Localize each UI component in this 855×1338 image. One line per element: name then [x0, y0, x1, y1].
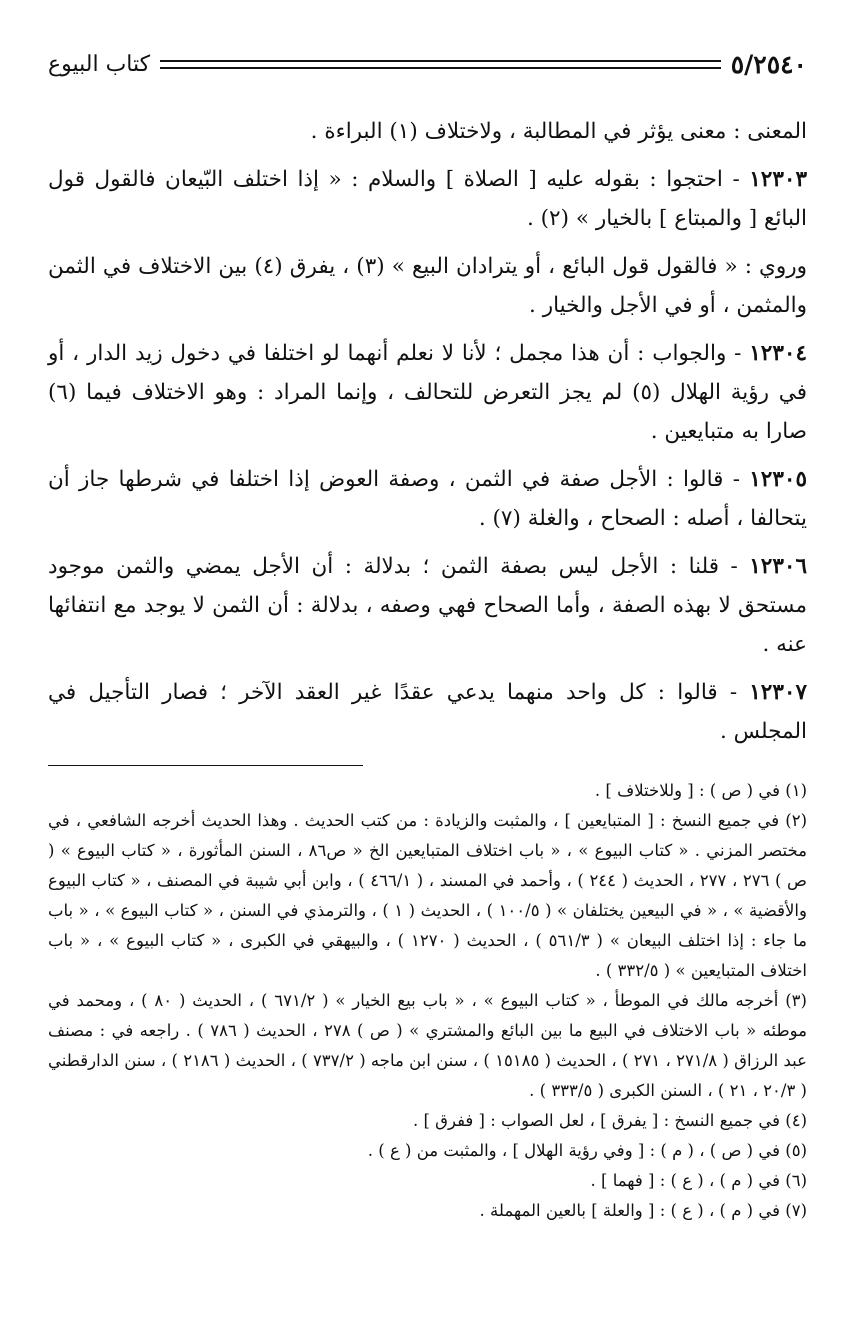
paragraph-number: ١٢٣٠٦ [749, 554, 807, 579]
paragraph-number: ١٢٣٠٥ [749, 467, 807, 492]
footnote: (٥) في ( ص ) ، ( م ) : [ وفي رؤية الهلال ] ، والمثبت من ( ع ) . [367, 1141, 807, 1160]
footnote: (٢) في جميع النسخ : [ المتبايعين ] ، والمثبت والزيادة : من كتب الحديث . وهذا الحديث أخرجه الشافعي ، في مختصر المزني . « كتاب البيوع » ، « باب اختلاف المتبايعين الخ « ص٨٦ ، السنن المأثورة ، « كتاب البيوع » ( ص ) ٢٧٦ ، ٢٧٧ ، الحديث ( ٢٤٤ ) ، وأحمد في المسند ، ( ٤٦٦/١ ) ، وابن أبي شيبة في المصنف ، « كتاب البيوع والأقضية » ، « في البيعين يختلفان » ( ١٠٠/٥ ) ، الحديث ( ١ ) ، والترمذي في السنن ، « كتاب البيوع » ، « باب ما جاء : إذا اختلف البيعان » ( ٥٦١/٣ ) ، الحديث ( ١٢٧٠ ) ، والبيهقي في الكبرى ، « كتاب البيوع » ، « باب اختلاف المتبايعين » ( ٣٣٢/٥ ) . [48, 811, 808, 980]
paragraph-text: - احتجوا : بقوله عليه [ الصلاة ] والسلام : « إذا اختلف البّيعان فالقول قول البائع [ والمبتاع ] بالخيار » (٢) . [48, 167, 807, 231]
paragraph [48, 160, 807, 238]
paragraph-text: - قلنا : الأجل ليس بصفة الثمن ؛ بدلالة : أن الأجل يمضي والثمن موجود مستحق لا بهذه الصفة ، وأما الصحاح فهي وصفه ، بدلالة : أن الثمن لا يوجد مع انتفائها عنه . [48, 554, 807, 657]
paragraph [48, 673, 807, 751]
paragraph [48, 112, 807, 151]
main-text [48, 112, 807, 751]
footnote: (٤) في جميع النسخ : [ يفرق ] ، لعل الصواب : [ ففرق ] . [413, 1111, 807, 1130]
paragraph-text: - قالوا : كل واحد منهما يدعي عقدًا غير العقد الآخر ؛ فصار التأجيل في المجلس . [48, 680, 807, 744]
paragraph-text: - قالوا : الأجل صفة في الثمن ، وصفة العوض إذا اختلفا في شرطها جاز أن يتحالفا ، أصله : الصحاح ، والغلة (٧) . [48, 467, 807, 531]
paragraph-text: - والجواب : أن هذا مجمل ؛ لأنا لا نعلم أنهما لو اختلفا في دخول زيد الدار ، أو في رؤية الهلال (٥) لم يجز التعرض للتحالف ، وإنما المراد : وهو الاختلاف فيما (٦) صارا به متبايعين . [48, 341, 807, 444]
paragraph-number: ١٢٣٠٧ [749, 680, 807, 705]
paragraph-text: وروي : « فالقول قول البائع ، أو يترادان البيع » (٣) ، يفرق (٤) بين الاختلاف في الثمن والمثمن ، أو في الأجل والخيار . [48, 254, 808, 318]
footnote: (٣) أخرجه مالك في الموطأ ، « كتاب البيوع » ، « باب بيع الخيار » ( ٦٧١/٢ ) ، الحديث ( ٨٠ ) ، ومحمد في موطئه « باب الاختلاف في البيع ما بين البائع والمشتري » ( ص ) ٢٧٨ ، الحديث ( ٧٨٦ ) . راجعه في : مصنف عبد الرزاق ( ٢٧١/٨ ، ٢٧١ ) ، الحديث ( ١٥١٨٥ ) ، سنن ابن ماجه ( ٧٣٧/٢ ) ، الحديث ( ٢١٨٦ ) ، سنن الدارقطني ( ٢٠/٣ ، ٢١ ) ، السنن الكبرى ( ٣٣٣/٥ ) . [48, 991, 807, 1100]
paragraph-number: ١٢٣٠٣ [749, 167, 807, 192]
book-title: كتاب البيوع [48, 51, 151, 77]
page-header [48, 44, 807, 84]
paragraph [48, 547, 807, 664]
footnote: (٧) في ( م ) ، ( ع ) : [ والعلة ] بالعين المهملة . [479, 1201, 807, 1220]
paragraph [48, 247, 807, 325]
paragraph [48, 460, 807, 538]
footnote: (١) في ( ص ) : [ وللاختلاف ] . [594, 781, 807, 800]
page-number: ٥/٢٥٤٠ [730, 49, 807, 79]
paragraph-number: ١٢٣٠٤ [749, 341, 807, 366]
footnotes [48, 776, 807, 1226]
footnote: (٦) في ( م ) ، ( ع ) : [ فهما ] . [590, 1171, 807, 1190]
paragraph-text: المعنى : معنى يؤثر في المطالبة ، ولاختلاف (١) البراءة . [310, 119, 807, 144]
footnote-separator [48, 765, 363, 766]
header-rule [160, 60, 721, 69]
paragraph [48, 334, 807, 451]
